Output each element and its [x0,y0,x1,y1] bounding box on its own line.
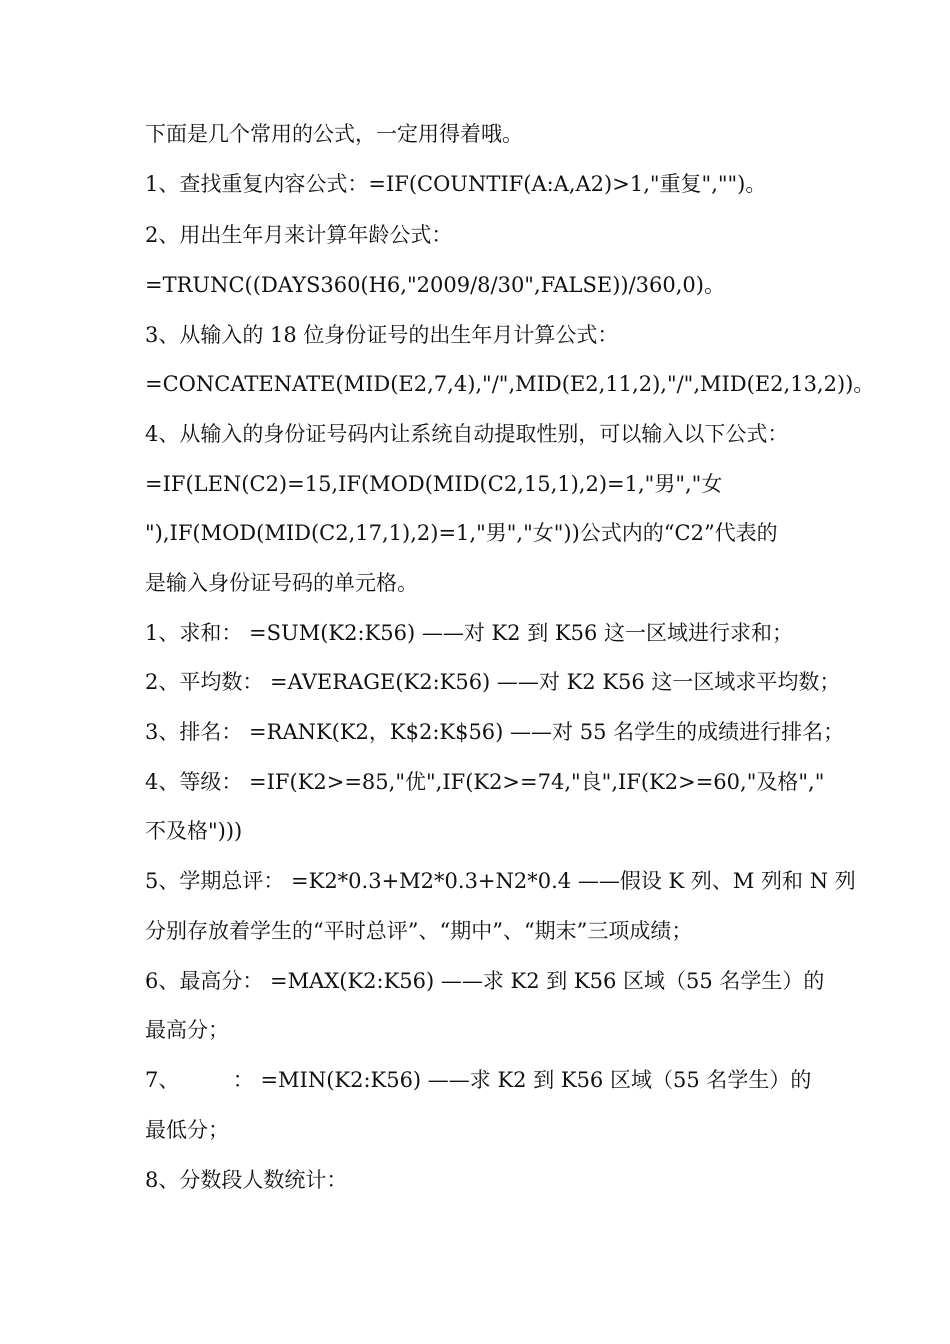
text-line: =CONCATENATE(MID(E2,7,4),"/",MID(E2,11,2),"/",MID(E2,13,2))。 [145,372,875,396]
text-line: 3、从输入的 18 位身份证号的出生年月计算公式： [145,323,619,347]
text-line: 4、等级： =IF(K2>=85,"优",IF(K2>=74,"良",IF(K2>=60,"及格"," [145,770,825,794]
text-line: "),IF(MOD(MID(C2,17,1),2)=1,"男","女"))公式内的“C2”代表的 [145,521,778,545]
text-line: 下面是几个常用的公式，一定用得着哦。 [145,122,523,146]
text-line: 分别存放着学生的“平时总评”、“期中”、“期末”三项成绩； [145,919,693,943]
text-line: 2、用出生年月来计算年龄公式： [145,223,453,247]
text-line: 2、平均数： =AVERAGE(K2:K56) ——对 K2 K56 这一区域求平均数； [145,670,841,694]
text-line: =IF(LEN(C2)=15,IF(MOD(MID(C2,15,1),2)=1,"男","女 [145,472,723,496]
text-line: 最低分； [145,1118,229,1142]
text-line: 8、分数段人数统计： [145,1168,348,1192]
text-line: 3、排名： =RANK(K2，K$2:K$56) ——对 55 名学生的成绩进行排名； [145,720,845,744]
text-line: 4、从输入的身份证号码内让系统自动提取性别，可以输入以下公式： [145,422,789,446]
text-line: 7、 ： =MIN(K2:K56) ——求 K2 到 K56 区域（55 名学生）的 [145,1068,812,1092]
text-line: =TRUNC((DAYS360(H6,"2009/8/30",FALSE))/360,0)。 [145,273,725,297]
text-line: 5、学期总评： =K2*0.3+M2*0.3+N2*0.4 ——假设 K 列、M 列和 N 列 [145,869,856,893]
text-line: 1、求和： =SUM(K2:K56) ——对 K2 到 K56 这一区域进行求和； [145,621,793,645]
text-line: 最高分； [145,1018,229,1042]
text-line: 6、最高分： =MAX(K2:K56) ——求 K2 到 K56 区域（55 名学生）的 [145,969,825,993]
text-line: 1、查找重复内容公式：=IF(COUNTIF(A:A,A2)>1,"重复","")。 [145,172,767,196]
text-line: 不及格"))) [145,819,243,843]
text-line: 是输入身份证号码的单元格。 [145,571,418,595]
